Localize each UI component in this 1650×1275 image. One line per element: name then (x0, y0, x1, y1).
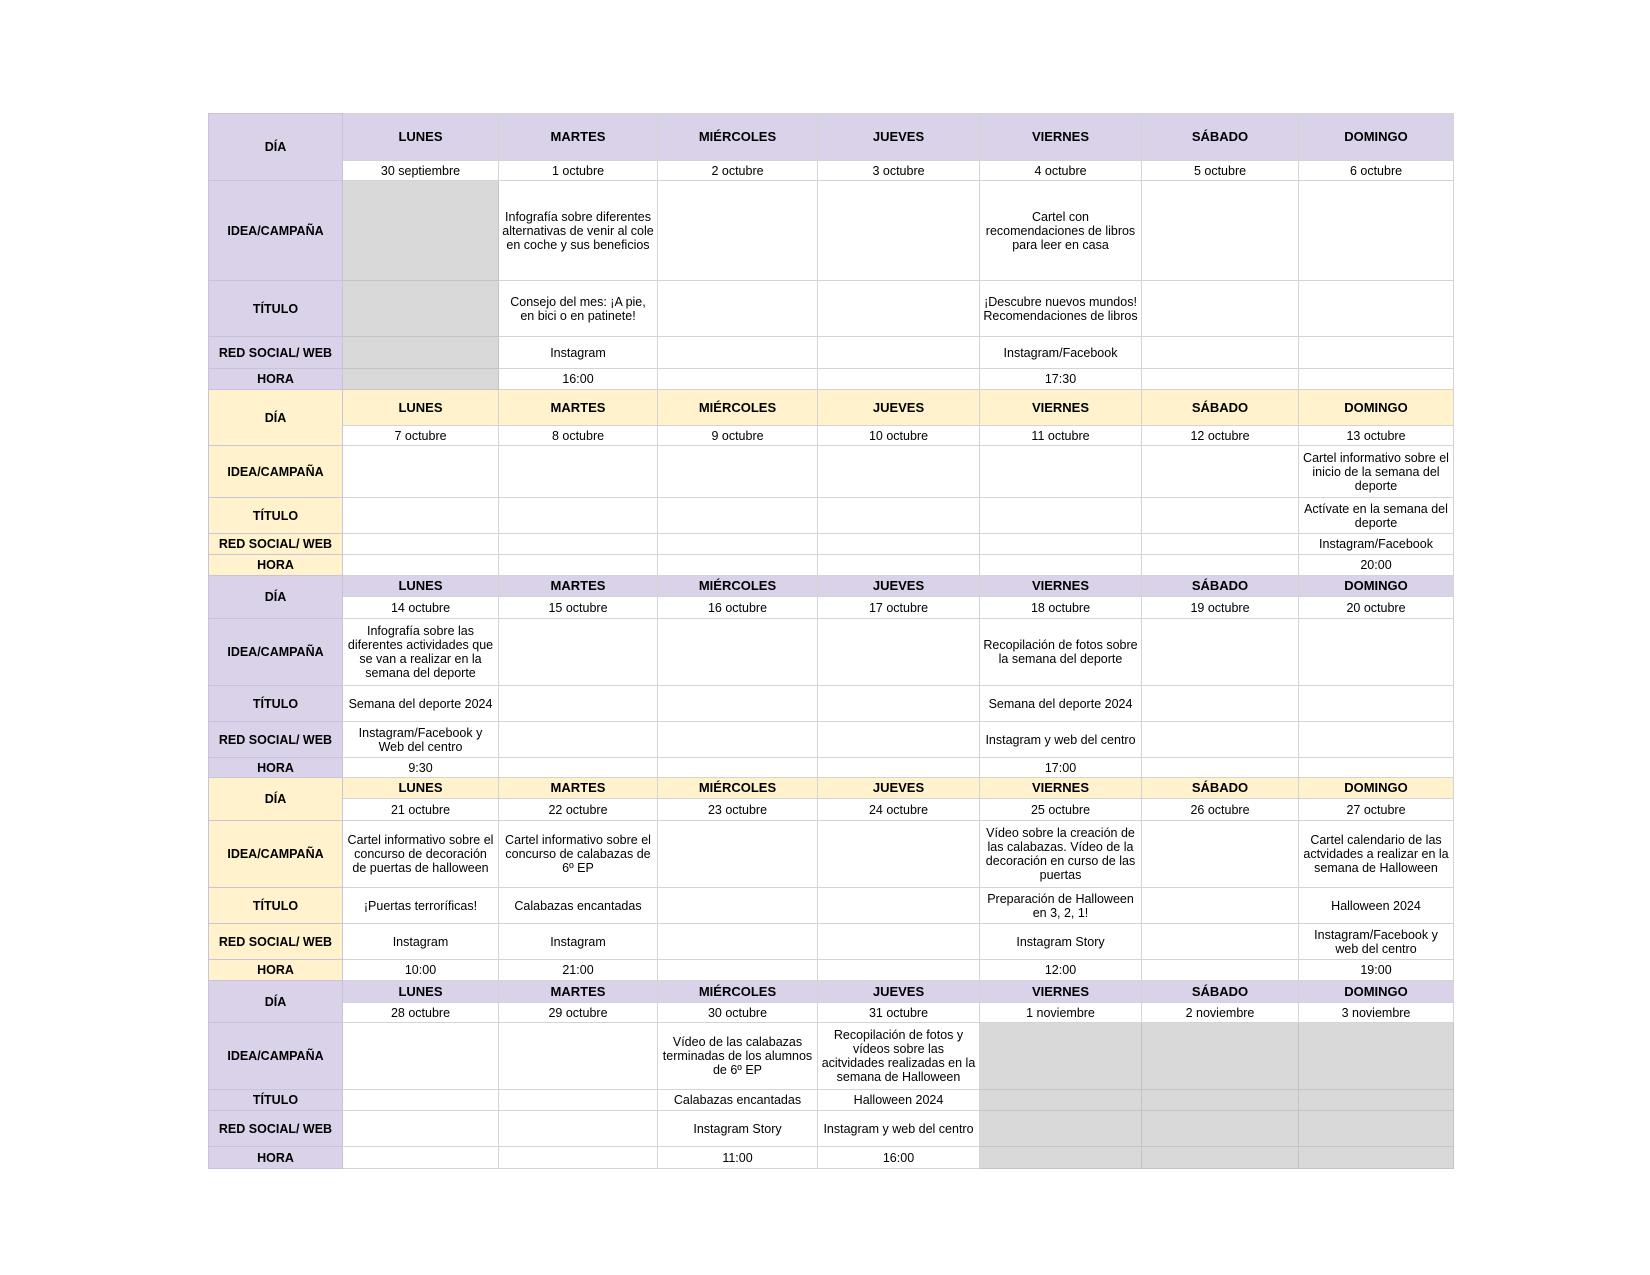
hora-cell (1299, 758, 1454, 778)
social-network-cell (343, 534, 499, 555)
hora-cell (658, 369, 818, 390)
week-2-dates-row (209, 426, 1454, 446)
day-name-domingo: DOMINGO (1299, 390, 1454, 426)
social-network-cell: Instagram y web del centro (980, 722, 1142, 758)
idea-cell (1142, 619, 1299, 686)
titulo-cell (1142, 498, 1299, 534)
week-4-dates-row (209, 799, 1454, 821)
social-network-cell (1142, 337, 1299, 369)
date-cell: 15 octubre (499, 597, 658, 619)
week-4-red-row (209, 924, 1454, 960)
day-name-jueves: JUEVES (818, 981, 980, 1003)
idea-cell (343, 446, 499, 498)
day-name-viernes: VIERNES (980, 390, 1142, 426)
hora-cell: 16:00 (818, 1147, 980, 1169)
social-network-cell (818, 337, 980, 369)
social-network-cell (343, 337, 499, 369)
idea-cell (1299, 1023, 1454, 1090)
social-network-cell (1142, 924, 1299, 960)
titulo-cell (818, 498, 980, 534)
social-network-cell (1142, 1111, 1299, 1147)
day-name-viernes: VIERNES (980, 778, 1142, 799)
titulo-cell (1299, 281, 1454, 337)
row-label-titulo: TÍTULO (209, 686, 343, 722)
week-4-titulo-row (209, 888, 1454, 924)
social-network-cell: Instagram/Facebook (980, 337, 1142, 369)
social-network-cell (658, 534, 818, 555)
titulo-cell (658, 888, 818, 924)
titulo-cell (343, 498, 499, 534)
day-name-jueves: JUEVES (818, 114, 980, 161)
hora-cell (658, 758, 818, 778)
date-cell: 26 octubre (1142, 799, 1299, 821)
social-network-cell: Instagram/Facebook (1299, 534, 1454, 555)
date-cell: 22 octubre (499, 799, 658, 821)
row-label-hora: HORA (209, 369, 343, 390)
row-label-titulo: TÍTULO (209, 1090, 343, 1111)
row-label-dia: DÍA (209, 778, 343, 821)
idea-cell: Cartel informativo sobre el concurso de decoración de puertas de halloween (343, 821, 499, 888)
titulo-cell: ¡Puertas terroríficas! (343, 888, 499, 924)
day-name-lunes: LUNES (343, 981, 499, 1003)
titulo-cell: Halloween 2024 (818, 1090, 980, 1111)
day-name-martes: MARTES (499, 981, 658, 1003)
titulo-cell (343, 1090, 499, 1111)
date-cell: 16 octubre (658, 597, 818, 619)
titulo-cell (1142, 686, 1299, 722)
date-cell: 1 octubre (499, 161, 658, 181)
date-cell: 11 octubre (980, 426, 1142, 446)
day-name-martes: MARTES (499, 390, 658, 426)
date-cell: 28 octubre (343, 1003, 499, 1023)
hora-cell: 11:00 (658, 1147, 818, 1169)
week-5-dates-row (209, 1003, 1454, 1023)
date-cell: 31 octubre (818, 1003, 980, 1023)
titulo-cell (1142, 1090, 1299, 1111)
day-name-domingo: DOMINGO (1299, 576, 1454, 597)
row-label-idea: IDEA/CAMPAÑA (209, 181, 343, 281)
idea-cell: Infografía sobre diferentes alternativas de venir al cole en coche y sus beneficios (499, 181, 658, 281)
row-label-titulo: TÍTULO (209, 888, 343, 924)
date-cell: 20 octubre (1299, 597, 1454, 619)
titulo-cell (658, 498, 818, 534)
hora-cell (818, 555, 980, 576)
week-1-red-row (209, 337, 1454, 369)
titulo-text: ¡Descubre nuevos mundos! Recomendaciones de libros (983, 294, 1138, 323)
idea-cell: Recopilación de fotos sobre la semana del deporte (980, 619, 1142, 686)
day-name-miércoles: MIÉRCOLES (658, 114, 818, 161)
week-3-red-row (209, 722, 1454, 758)
idea-cell (818, 821, 980, 888)
social-network-cell (980, 534, 1142, 555)
hora-cell (499, 1147, 658, 1169)
date-cell: 14 octubre (343, 597, 499, 619)
hora-cell: 20:00 (1299, 555, 1454, 576)
row-label-hora: HORA (209, 555, 343, 576)
hora-cell (1299, 369, 1454, 390)
week-1-header-row (209, 114, 1454, 161)
week-4-idea-row (209, 821, 1454, 888)
day-name-domingo: DOMINGO (1299, 778, 1454, 799)
hora-cell (343, 555, 499, 576)
idea-cell (658, 821, 818, 888)
row-label-hora: HORA (209, 758, 343, 778)
week-1-titulo-row (209, 281, 1454, 337)
titulo-cell (499, 1090, 658, 1111)
hora-cell (980, 1147, 1142, 1169)
idea-cell (1142, 446, 1299, 498)
content-calendar-table (208, 113, 1454, 1169)
social-network-cell (658, 337, 818, 369)
titulo-cell (1299, 686, 1454, 722)
row-label-hora: HORA (209, 960, 343, 981)
social-network-cell (1299, 722, 1454, 758)
social-network-cell (818, 924, 980, 960)
date-cell: 29 octubre (499, 1003, 658, 1023)
titulo-cell (980, 281, 1142, 337)
hora-cell (818, 758, 980, 778)
day-name-domingo: DOMINGO (1299, 981, 1454, 1003)
idea-cell: Cartel informativo sobre el inicio de la semana del deporte (1299, 446, 1454, 498)
day-name-miércoles: MIÉRCOLES (658, 981, 818, 1003)
titulo-cell: Calabazas encantadas (658, 1090, 818, 1111)
social-network-cell (658, 722, 818, 758)
titulo-cell (818, 281, 980, 337)
titulo-cell (1142, 888, 1299, 924)
idea-cell (818, 181, 980, 281)
day-name-sábado: SÁBADO (1142, 390, 1299, 426)
day-name-lunes: LUNES (343, 390, 499, 426)
hora-cell (1142, 1147, 1299, 1169)
titulo-cell (1299, 1090, 1454, 1111)
hora-cell (1142, 758, 1299, 778)
hora-cell (1142, 369, 1299, 390)
day-name-viernes: VIERNES (980, 114, 1142, 161)
row-label-red: RED SOCIAL/ WEB (209, 722, 343, 758)
idea-cell (343, 181, 499, 281)
day-name-jueves: JUEVES (818, 390, 980, 426)
row-label-red: RED SOCIAL/ WEB (209, 924, 343, 960)
day-name-miércoles: MIÉRCOLES (658, 390, 818, 426)
day-name-jueves: JUEVES (818, 778, 980, 799)
idea-cell: Vídeo de las calabazas terminadas de los alumnos de 6º EP (658, 1023, 818, 1090)
week-2-red-row (209, 534, 1454, 555)
hora-cell (818, 960, 980, 981)
day-name-miércoles: MIÉRCOLES (658, 576, 818, 597)
date-cell: 2 noviembre (1142, 1003, 1299, 1023)
day-name-jueves: JUEVES (818, 576, 980, 597)
date-cell: 19 octubre (1142, 597, 1299, 619)
row-label-red: RED SOCIAL/ WEB (209, 1111, 343, 1147)
titulo-cell: Calabazas encantadas (499, 888, 658, 924)
row-label-dia: DÍA (209, 576, 343, 619)
date-cell: 4 octubre (980, 161, 1142, 181)
week-1-hora-row (209, 369, 1454, 390)
idea-cell (658, 446, 818, 498)
date-cell: 3 noviembre (1299, 1003, 1454, 1023)
week-1-idea-row (209, 181, 1454, 281)
hora-cell (499, 758, 658, 778)
social-network-cell: Instagram/Facebook y Web del centro (343, 722, 499, 758)
week-2-idea-row (209, 446, 1454, 498)
row-label-idea: IDEA/CAMPAÑA (209, 446, 343, 498)
idea-cell (499, 619, 658, 686)
day-name-sábado: SÁBADO (1142, 778, 1299, 799)
date-cell: 13 octubre (1299, 426, 1454, 446)
day-name-lunes: LUNES (343, 778, 499, 799)
week-4-hora-row (209, 960, 1454, 981)
titulo-cell (499, 281, 658, 337)
idea-cell (1299, 181, 1454, 281)
row-label-titulo: TÍTULO (209, 498, 343, 534)
date-cell: 30 octubre (658, 1003, 818, 1023)
idea-cell (343, 1023, 499, 1090)
day-name-sábado: SÁBADO (1142, 981, 1299, 1003)
titulo-text: Consejo del mes: ¡A pie, en bici o en patinete! (510, 294, 646, 323)
social-network-cell (1142, 534, 1299, 555)
day-name-martes: MARTES (499, 778, 658, 799)
week-1-dates-row (209, 161, 1454, 181)
social-network-cell (499, 1111, 658, 1147)
social-network-cell (1299, 337, 1454, 369)
date-cell: 6 octubre (1299, 161, 1454, 181)
row-label-idea: IDEA/CAMPAÑA (209, 821, 343, 888)
date-cell: 27 octubre (1299, 799, 1454, 821)
week-3-dates-row (209, 597, 1454, 619)
idea-cell (1142, 181, 1299, 281)
date-cell: 18 octubre (980, 597, 1142, 619)
row-label-idea: IDEA/CAMPAÑA (209, 619, 343, 686)
hora-cell: 19:00 (1299, 960, 1454, 981)
row-label-hora: HORA (209, 1147, 343, 1169)
idea-cell (1142, 1023, 1299, 1090)
hora-cell: 10:00 (343, 960, 499, 981)
week-3-titulo-row (209, 686, 1454, 722)
date-cell: 9 octubre (658, 426, 818, 446)
row-label-idea: IDEA/CAMPAÑA (209, 1023, 343, 1090)
idea-cell (980, 1023, 1142, 1090)
week-3-idea-row (209, 619, 1454, 686)
idea-cell (980, 446, 1142, 498)
idea-cell (658, 619, 818, 686)
idea-cell: Infografía sobre las diferentes actividades que se van a realizar en la semana del deporte (343, 619, 499, 686)
hora-cell: 12:00 (980, 960, 1142, 981)
social-network-cell: Instagram (343, 924, 499, 960)
row-label-dia: DÍA (209, 390, 343, 446)
hora-cell: 9:30 (343, 758, 499, 778)
titulo-cell: Halloween 2024 (1299, 888, 1454, 924)
titulo-cell (658, 686, 818, 722)
social-network-cell: Instagram (499, 337, 658, 369)
week-3-header-row (209, 576, 1454, 597)
row-label-red: RED SOCIAL/ WEB (209, 534, 343, 555)
titulo-cell (818, 888, 980, 924)
idea-cell: Cartel informativo sobre el concurso de calabazas de 6º EP (499, 821, 658, 888)
social-network-cell (499, 534, 658, 555)
hora-cell (343, 369, 499, 390)
hora-cell (818, 369, 980, 390)
social-network-cell (818, 722, 980, 758)
social-network-cell: Instagram Story (658, 1111, 818, 1147)
date-cell: 30 septiembre (343, 161, 499, 181)
day-name-martes: MARTES (499, 114, 658, 161)
titulo-cell: Semana del deporte 2024 (343, 686, 499, 722)
week-2-titulo-row (209, 498, 1454, 534)
idea-cell (1299, 619, 1454, 686)
idea-cell (1142, 821, 1299, 888)
date-cell: 12 octubre (1142, 426, 1299, 446)
week-2-header-row (209, 390, 1454, 426)
titulo-cell: Semana del deporte 2024 (980, 686, 1142, 722)
social-network-cell: Instagram (499, 924, 658, 960)
day-name-viernes: VIERNES (980, 981, 1142, 1003)
idea-cell (658, 181, 818, 281)
idea-cell: Vídeo sobre la creación de las calabazas. Vídeo de la decoración en curso de las puertas (980, 821, 1142, 888)
day-name-lunes: LUNES (343, 576, 499, 597)
hora-cell: 16:00 (499, 369, 658, 390)
row-label-titulo: TÍTULO (209, 281, 343, 337)
hora-cell (343, 1147, 499, 1169)
idea-cell: Recopilación de fotos y vídeos sobre las acitvidades realizadas en la semana de Halloween (818, 1023, 980, 1090)
titulo-cell (980, 1090, 1142, 1111)
date-cell: 17 octubre (818, 597, 980, 619)
titulo-cell: Actívate en la semana del deporte (1299, 498, 1454, 534)
date-cell: 1 noviembre (980, 1003, 1142, 1023)
idea-cell (818, 446, 980, 498)
idea-cell (499, 1023, 658, 1090)
day-name-sábado: SÁBADO (1142, 576, 1299, 597)
social-network-cell (658, 924, 818, 960)
titulo-cell (499, 498, 658, 534)
day-name-lunes: LUNES (343, 114, 499, 161)
hora-cell: 17:30 (980, 369, 1142, 390)
date-cell: 21 octubre (343, 799, 499, 821)
row-label-dia: DÍA (209, 981, 343, 1023)
hora-cell (658, 960, 818, 981)
hora-cell (1142, 960, 1299, 981)
social-network-cell (1299, 1111, 1454, 1147)
hora-cell (1299, 1147, 1454, 1169)
date-cell: 24 octubre (818, 799, 980, 821)
titulo-cell (499, 686, 658, 722)
row-label-red: RED SOCIAL/ WEB (209, 337, 343, 369)
idea-cell: Cartel calendario de las actvidades a realizar en la semana de Halloween (1299, 821, 1454, 888)
hora-cell (658, 555, 818, 576)
day-name-miércoles: MIÉRCOLES (658, 778, 818, 799)
date-cell: 2 octubre (658, 161, 818, 181)
titulo-cell (1142, 281, 1299, 337)
social-network-cell: Instagram/Facebook y web del centro (1299, 924, 1454, 960)
hora-cell (1142, 555, 1299, 576)
row-label-dia: DÍA (209, 114, 343, 181)
social-network-cell: Instagram Story (980, 924, 1142, 960)
date-cell: 23 octubre (658, 799, 818, 821)
idea-cell (818, 619, 980, 686)
idea-cell (499, 446, 658, 498)
titulo-cell (818, 686, 980, 722)
titulo-cell (658, 281, 818, 337)
date-cell: 7 octubre (343, 426, 499, 446)
social-network-cell (980, 1111, 1142, 1147)
titulo-cell: Preparación de Halloween en 3, 2, 1! (980, 888, 1142, 924)
hora-cell: 21:00 (499, 960, 658, 981)
social-network-cell (1142, 722, 1299, 758)
date-cell: 3 octubre (818, 161, 980, 181)
week-5-red-row (209, 1111, 1454, 1147)
date-cell: 5 octubre (1142, 161, 1299, 181)
week-5-idea-row (209, 1023, 1454, 1090)
date-cell: 25 octubre (980, 799, 1142, 821)
hora-cell (980, 555, 1142, 576)
hora-cell (499, 555, 658, 576)
date-cell: 10 octubre (818, 426, 980, 446)
titulo-cell (343, 281, 499, 337)
week-5-hora-row (209, 1147, 1454, 1169)
social-network-cell: Instagram y web del centro (818, 1111, 980, 1147)
idea-cell: Cartel con recomendaciones de libros para leer en casa (980, 181, 1142, 281)
day-name-viernes: VIERNES (980, 576, 1142, 597)
social-network-cell (343, 1111, 499, 1147)
hora-cell: 17:00 (980, 758, 1142, 778)
week-5-titulo-row (209, 1090, 1454, 1111)
week-4-header-row (209, 778, 1454, 799)
day-name-martes: MARTES (499, 576, 658, 597)
social-network-cell (818, 534, 980, 555)
week-5-header-row (209, 981, 1454, 1003)
week-3-hora-row (209, 758, 1454, 778)
titulo-cell (980, 498, 1142, 534)
social-network-cell (499, 722, 658, 758)
day-name-sábado: SÁBADO (1142, 114, 1299, 161)
date-cell: 8 octubre (499, 426, 658, 446)
day-name-domingo: DOMINGO (1299, 114, 1454, 161)
week-2-hora-row (209, 555, 1454, 576)
